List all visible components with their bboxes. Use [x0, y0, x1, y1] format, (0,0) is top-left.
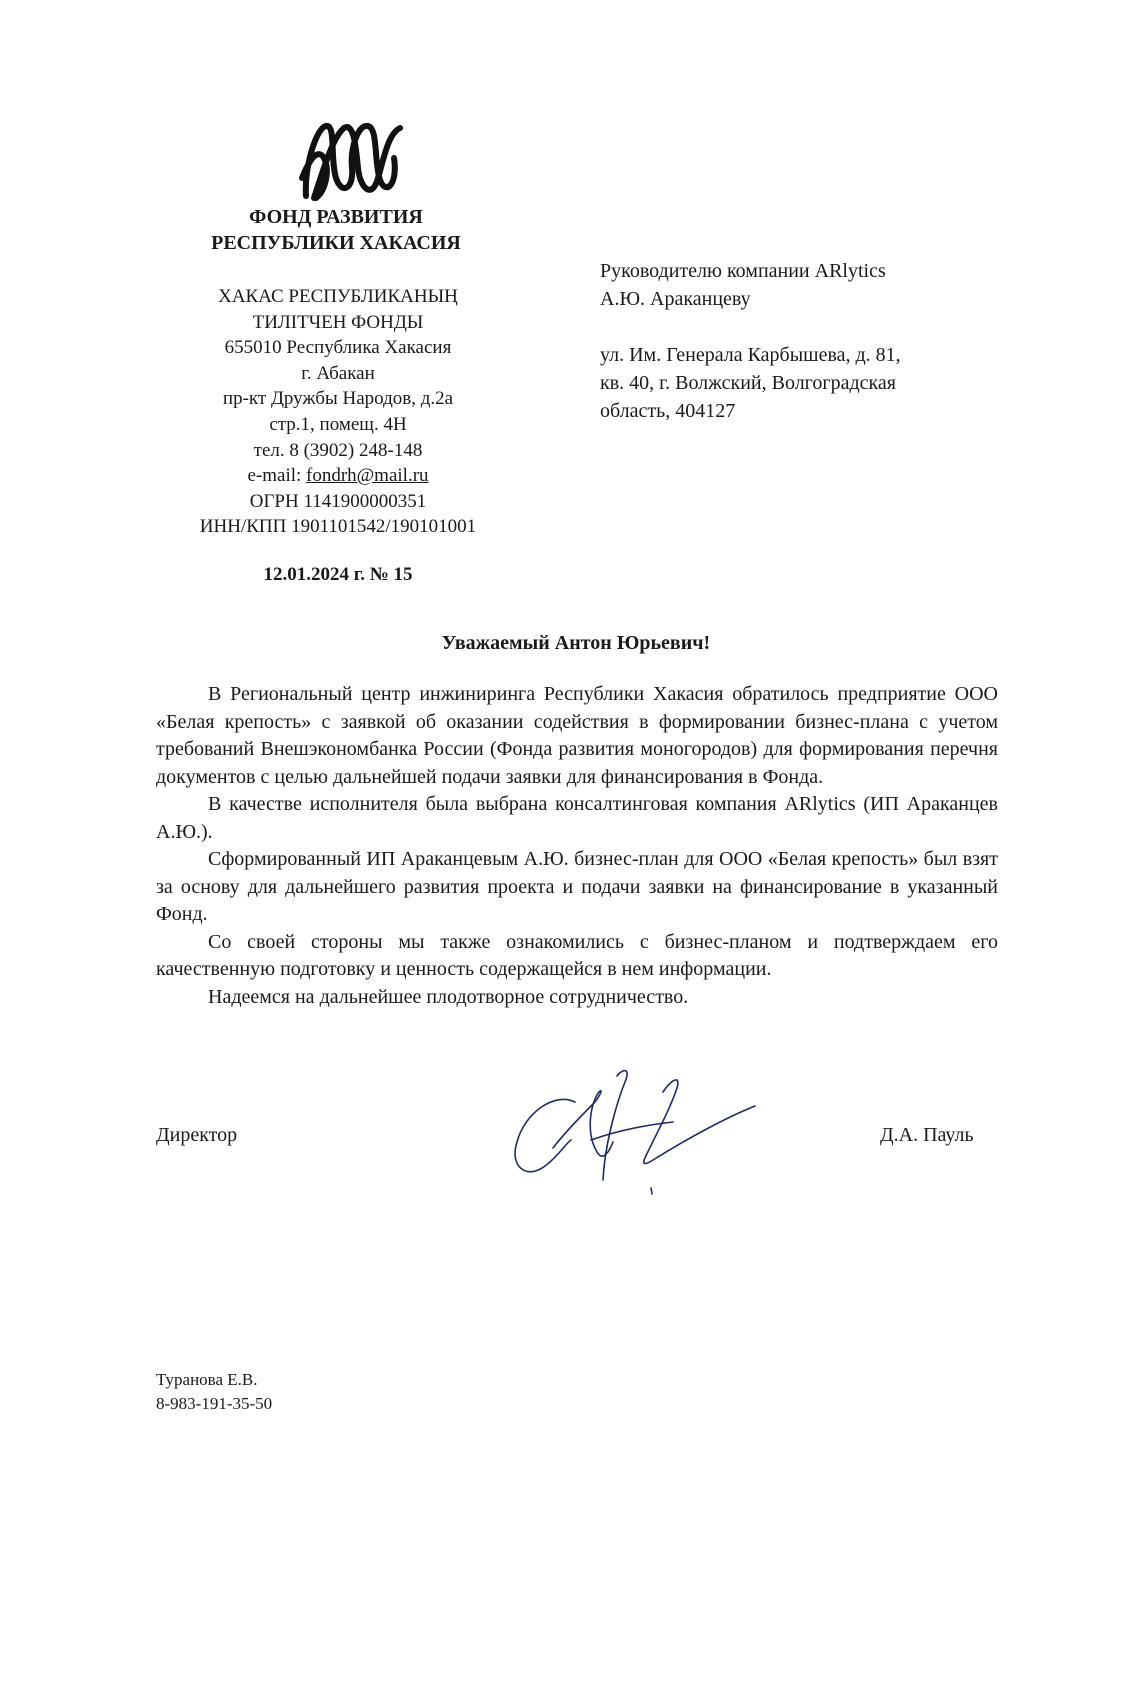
org-name-khakas-line: ТИЛIТЧЕН ФОНДЫ	[252, 311, 424, 333]
addressee-line: А.Ю. Араканцеву	[600, 288, 751, 310]
greeting: Уважаемый Антон Юрьевич!	[441, 632, 711, 654]
org-name	[180, 204, 492, 256]
body-paragraph: Надеемся на дальнейшее плодотворное сотрудничество.	[208, 985, 689, 1008]
document-reference: 12.01.2024 г. № 15	[263, 564, 413, 585]
body-paragraph: В Региональный центр инжиниринга Республики Хакасия обратилось предприятие ООО «Белая крепость» с заявкой об оказании содействия в формировании бизнес-плана с учетом требований Внешэкономбанка России (Фонда развития моногородов) для формирования перечня документов с целью дальнейшей подачи заявки для финансирования в Фонда.	[156, 683, 998, 788]
org-email-link[interactable]: fondrh@mail.ru	[306, 465, 429, 487]
executor-name: Туранова Е.В.	[156, 1370, 258, 1389]
footer-executor	[156, 1368, 272, 1416]
org-ogrn: ОГРН 1141900000351	[249, 490, 427, 512]
letter-body	[156, 681, 998, 1011]
org-name-line: ФОНД РАЗВИТИЯ	[249, 206, 423, 228]
body-paragraph: Сформированный ИП Араканцевым А.Ю. бизнес-план для ООО «Белая крепость» был взят за основу для дальнейшего развития проекта и подачи заявки на финансирование в указанный Фонд.	[156, 848, 998, 925]
executor-phone: 8-983-191-35-50	[156, 1394, 273, 1413]
body-paragraph: В качестве исполнителя была выбрана консалтинговая компания ARlytics (ИП Араканцев А.Ю.).	[156, 793, 998, 843]
addressee-line: Руководителю компании ARlytics	[600, 260, 886, 282]
signatory-title: Директор	[156, 1124, 238, 1146]
addressee-block	[600, 257, 1020, 425]
org-name-khakas-line: ХАКАС РЕСПУБЛИКАНЫҢ	[218, 286, 458, 307]
org-name-line: РЕСПУБЛИКИ ХАКАСИЯ	[211, 232, 461, 254]
org-email-label: e-mail:	[247, 465, 307, 487]
addressee-address-line: область, 404127	[600, 400, 736, 422]
org-address-line: г. Абакан	[301, 362, 375, 384]
signatory-name: Д.А. Пауль	[880, 1124, 974, 1146]
body-paragraph: Со своей стороны мы также ознакомились с бизнес-планом и подтверждаем его качественную подготовку и ценность содержащейся в нем информации.	[156, 930, 998, 980]
spacer	[600, 313, 1020, 341]
fund-logo-icon	[296, 118, 406, 204]
org-phone: тел. 8 (3902) 248-148	[253, 439, 423, 461]
handwritten-signature-icon	[505, 1062, 765, 1202]
org-address-line: пр-кт Дружбы Народов, д.2а	[222, 388, 454, 410]
org-address-line: 655010 Республика Хакасия	[224, 337, 452, 359]
org-requisites	[180, 284, 496, 540]
org-inn-kpp: ИНН/КПП 1901101542/190101001	[199, 516, 477, 538]
addressee-address-line: ул. Им. Генерала Карбышева, д. 81,	[600, 344, 901, 366]
org-address-line: стр.1, помещ. 4Н	[269, 413, 407, 435]
addressee-address-line: кв. 40, г. Волжский, Волгоградская	[600, 372, 897, 394]
org-email-row	[180, 463, 496, 489]
